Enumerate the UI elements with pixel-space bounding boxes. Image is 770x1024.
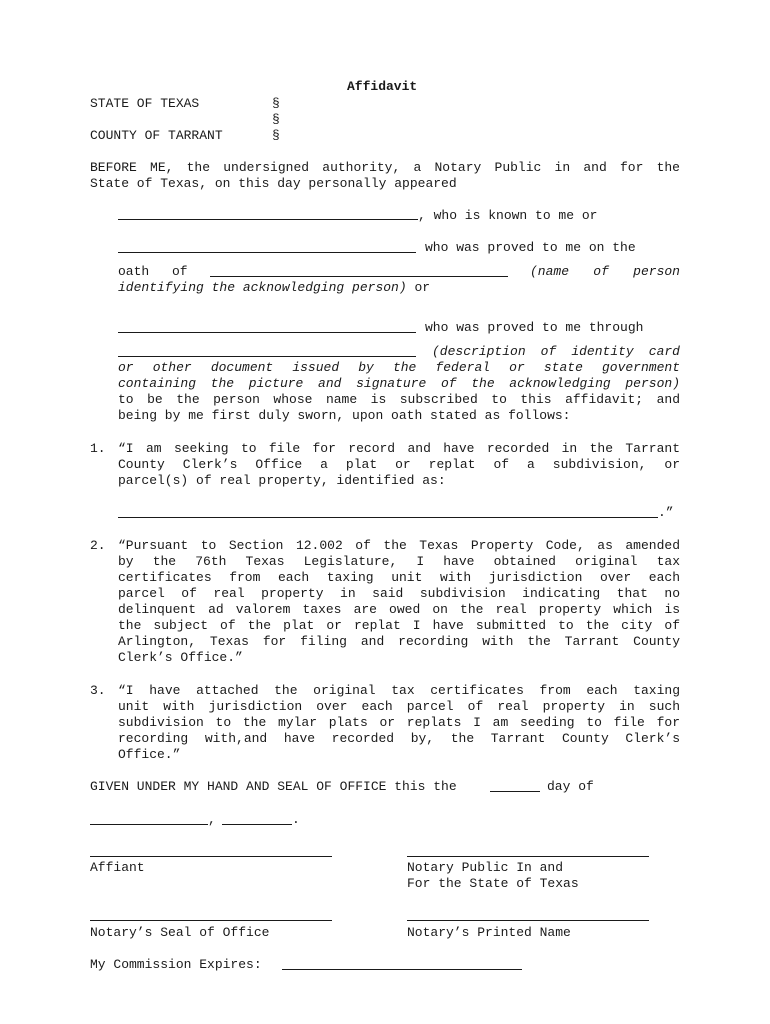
comma: ,: [208, 812, 216, 827]
item-number: 2.: [90, 538, 106, 553]
commission-label: My Commission Expires:: [90, 957, 262, 972]
name-blank[interactable]: [118, 332, 416, 333]
intro-line: BEFORE ME, the undersigned authority, a Notary Public in and for the: [90, 160, 680, 175]
notary-label: Notary Public In and: [407, 860, 564, 875]
item-line: by the 76th Texas Legislature, I have obtained original tax: [118, 554, 680, 569]
known-text: , who is known to me or: [418, 208, 598, 223]
identifying-person-blank[interactable]: [210, 276, 508, 277]
proved-through-text: who was proved to me through: [425, 320, 644, 335]
document-title: Affidavit: [347, 79, 418, 94]
venue-county: COUNTY OF TARRANT: [90, 128, 223, 143]
person-line: being by me first duly sworn, upon oath stated as follows:: [118, 408, 571, 423]
month-blank[interactable]: [90, 824, 208, 825]
seal-label: Notary’s Seal of Office: [90, 925, 270, 940]
item-line: recording with,and have recorded by, the Tarrant County Clerk’s: [118, 731, 680, 746]
name-of-person-text: (name of person: [530, 264, 680, 279]
item-line: County Clerk’s Office a plat or replat of a subdivision, or: [118, 457, 680, 472]
item-line: Arlington, Texas for filing and recording with the Tarrant County: [118, 634, 680, 649]
name-blank[interactable]: [118, 252, 416, 253]
intro-line: State of Texas, on this day personally appeared: [90, 176, 457, 191]
name-blank[interactable]: [118, 219, 418, 220]
item-line: certificates from each taxing unit with jurisdiction over each: [118, 570, 680, 585]
item-line: unit with jurisdiction over each parcel of real property in such: [118, 699, 680, 714]
commission-blank[interactable]: [282, 969, 522, 970]
day-blank[interactable]: [490, 791, 540, 792]
section-symbol: §: [272, 96, 280, 111]
item-number: 1.: [90, 441, 106, 456]
item-line: “I am seeking to file for record and have recorded in the Tarrant: [118, 441, 680, 456]
item-line: “Pursuant to Section 12.002 of the Texas Property Code, as amended: [118, 538, 680, 553]
description-line: or other document issued by the federal or state government: [118, 360, 680, 375]
item-number: 3.: [90, 683, 106, 698]
item-line: subdivision to the mylar plats or replats I am seeding to file for: [118, 715, 680, 730]
identifying-line: [118, 280, 430, 296]
description-text: (description of identity card: [432, 344, 680, 359]
person-line: to be the person whose name is subscribed to this affidavit; and: [118, 392, 680, 407]
section-symbol: §: [272, 112, 280, 127]
printed-name-label: Notary’s Printed Name: [407, 925, 571, 940]
identifying-text: identifying the acknowledging person): [118, 280, 407, 295]
or-text: or: [406, 280, 431, 295]
oath-word: oath: [118, 264, 150, 279]
year-blank[interactable]: [222, 824, 292, 825]
of-word: of: [172, 264, 188, 279]
description-line: containing the picture and signature of the acknowledging person): [118, 376, 680, 391]
affiant-signature-line[interactable]: [90, 856, 332, 857]
day-of-text: day of: [547, 779, 594, 794]
seal-line[interactable]: [90, 920, 332, 921]
item-line: “I have attached the original tax certificates from each taxing: [118, 683, 680, 698]
item-line: Clerk’s Office.”: [118, 650, 243, 665]
section-symbol: §: [272, 128, 280, 143]
property-blank[interactable]: [118, 517, 658, 518]
item-line: Office.”: [118, 747, 181, 762]
venue-state: STATE OF TEXAS: [90, 96, 200, 111]
notary-signature-line[interactable]: [407, 856, 649, 857]
printed-name-line[interactable]: [407, 920, 649, 921]
identity-card-blank[interactable]: [118, 356, 416, 357]
item-line: parcel(s) of real property, identified as:: [118, 473, 446, 488]
notary-label: For the State of Texas: [407, 876, 579, 891]
item-line: parcel of real property in said subdivision indicating that no: [118, 586, 680, 601]
item-line: the subject of the plat or replat I have submitted to the city of: [118, 618, 680, 633]
end-quote: .”: [658, 505, 674, 520]
item-line: delinquent ad valorem taxes are owed on the real property which is: [118, 602, 680, 617]
given-text: GIVEN UNDER MY HAND AND SEAL OF OFFICE this the: [90, 779, 457, 794]
period: .: [292, 812, 300, 827]
affiant-label: Affiant: [90, 860, 145, 875]
proved-oath-text: who was proved to me on the: [425, 240, 636, 255]
